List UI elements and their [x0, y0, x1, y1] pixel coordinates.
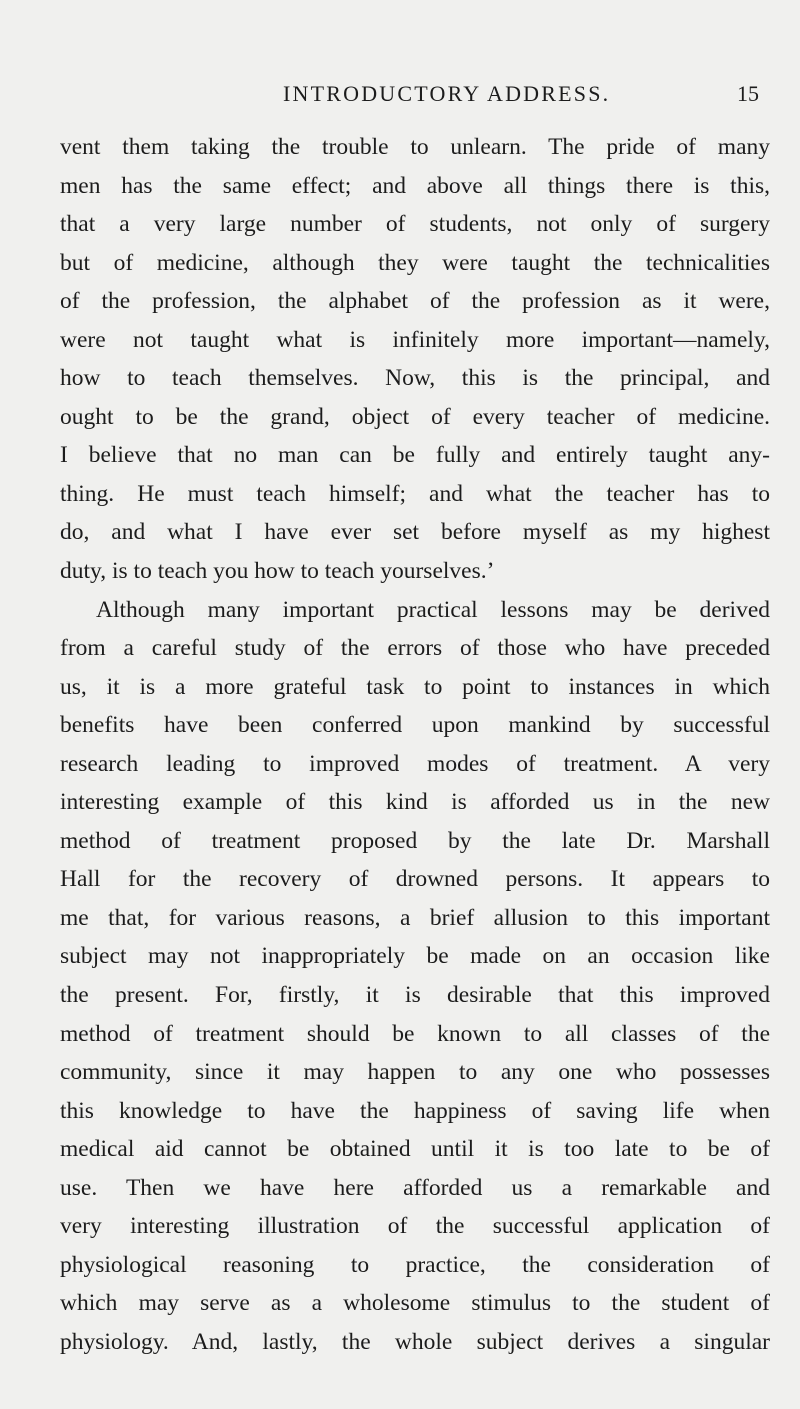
page-number: 15: [737, 81, 759, 106]
text-line: of the profession, the alphabet of the profession as it were,: [60, 288, 770, 315]
paragraph-first-line: Although many important practical lessons may be derived: [96, 596, 770, 623]
text-line: me that, for various reasons, a brief allusion to this important: [60, 904, 770, 931]
text-line: vent them taking the trouble to unlearn. The pride of many: [60, 134, 770, 160]
text-line: I believe that no man can be fully and entirely taught any-: [60, 442, 770, 469]
running-title: INTRODUCTORY ADDRESS.: [283, 81, 611, 106]
text-line: how to teach themselves. Now, this is the principal, and: [60, 365, 770, 392]
text-line: us, it is a more grateful task to point to instances in which: [60, 673, 770, 700]
text-line: but of medicine, although they were taught the technicalities: [60, 249, 770, 276]
text-line: subject may not inappropriately be made on an occasion like: [60, 943, 770, 970]
text-line: physiological reasoning to practice, the consideration of: [60, 1251, 770, 1278]
text-line: method of treatment proposed by the late Dr. Marshall: [60, 827, 770, 854]
text-line: from a careful study of the errors of those who have preceded: [60, 635, 770, 662]
text-line: very interesting illustration of the successful application of: [60, 1213, 770, 1240]
text-line: were not taught what is infinitely more important—namely,: [60, 326, 770, 353]
text-line: research leading to improved modes of treatment. A very: [60, 750, 770, 777]
text-line: use. Then we have here afforded us a remarkable and: [60, 1174, 770, 1201]
running-head: [0, 74, 800, 114]
text-line: that a very large number of students, not only of surgery: [60, 211, 770, 238]
text-line: method of treatment should be known to all classes of the: [60, 1020, 770, 1047]
text-line: men has the same effect; and above all things there is this,: [60, 172, 770, 199]
text-line: medical aid cannot be obtained until it is too late to be of: [60, 1136, 770, 1163]
text-line: community, since it may happen to any one who possesses: [60, 1059, 770, 1086]
text-line: thing. He must teach himself; and what the teacher has to: [60, 480, 770, 507]
text-line: benefits have been conferred upon mankind by successful: [60, 712, 770, 739]
text-line: do, and what I have ever set before myself as my highest: [60, 519, 770, 546]
body-text: [60, 128, 770, 1362]
text-line: which may serve as a wholesome stimulus to the student of: [60, 1290, 770, 1317]
text-line: duty, is to teach you how to teach yourselves.’: [60, 558, 495, 585]
text-line: physiology. And, lastly, the whole subject derives a singular: [60, 1328, 770, 1355]
text-line: interesting example of this kind is afforded us in the new: [60, 789, 770, 816]
text-line: this knowledge to have the happiness of saving life when: [60, 1097, 770, 1124]
text-line: Hall for the recovery of drowned persons. It appears to: [60, 866, 770, 893]
text-line: ought to be the grand, object of every teacher of medicine.: [60, 403, 770, 430]
text-line: the present. For, firstly, it is desirable that this improved: [60, 982, 770, 1009]
